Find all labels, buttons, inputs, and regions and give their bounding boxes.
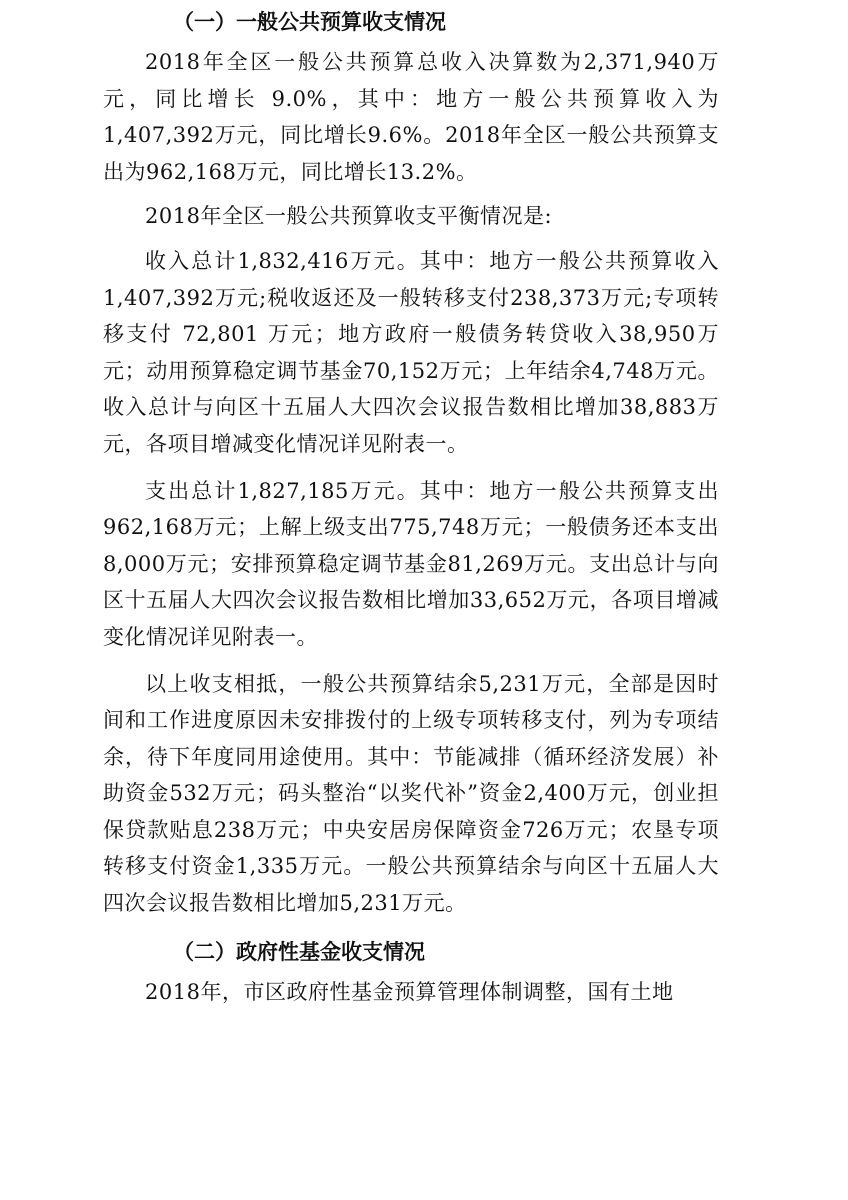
paragraph-budget-surplus: 以上收支相抵，一般公共预算结余5,231万元，全部是因时间和工作进度原因未安排拨付的上级专项转移支付，列为专项结余，待下年度同用途使用。其中：节能减排（循环经济发展）补助资金532万元；码头整治“以奖代补”资金2,400万元，创业担保贷款贴息238万元；中央安居房保障资金726万元；农垦专项转移支付资金1,335万元。一般公共预算结余与向区十五届人大四次会议报告数相比增加5,231万元。 xyxy=(103,671,719,916)
section-heading-general-budget: （一）一般公共预算收支情况 xyxy=(173,9,446,34)
paragraph-balance-intro: 2018年全区一般公共预算收支平衡情况是: xyxy=(145,204,553,229)
paragraph-fund-intro: 2018年，市区政府性基金预算管理体制调整，国有土地 xyxy=(145,979,674,1004)
paragraph-total-revenue: 2018年全区一般公共预算总收入决算数为2,371,940万元，同比增长 9.0%，其中：地方一般公共预算收入为1,407,392万元，同比增长9.6%。2018年全区一般公共预算支出为962,168万元，同比增长13.2%。 xyxy=(103,50,719,184)
paragraph-revenue-total: 收入总计1,832,416万元。其中：地方一般公共预算收入1,407,392万元;税收返还及一般转移支付238,373万元;专项转移支付 72,801 万元；地方政府一般债务转贷收入38,950万元；动用预算稳定调节基金70,152万元；上年结余4,748万元。收入总计与向区十五届人大四次会议报告数相比增加38,883万元，各项目增减变化情况详见附表一。 xyxy=(103,248,719,456)
document-page xyxy=(103,0,719,1010)
section-heading-government-fund: （二）政府性基金收支情况 xyxy=(173,938,425,964)
paragraph-expenditure-total: 支出总计1,827,185万元。其中：地方一般公共预算支出962,168万元；上解上级支出775,748万元；一般债务还本支出8,000万元；安排预算稳定调节基金81,269万元。支出总计与向区十五届人大四次会议报告数相比增加33,652万元，各项目增减变化情况详见附表一。 xyxy=(103,478,719,649)
